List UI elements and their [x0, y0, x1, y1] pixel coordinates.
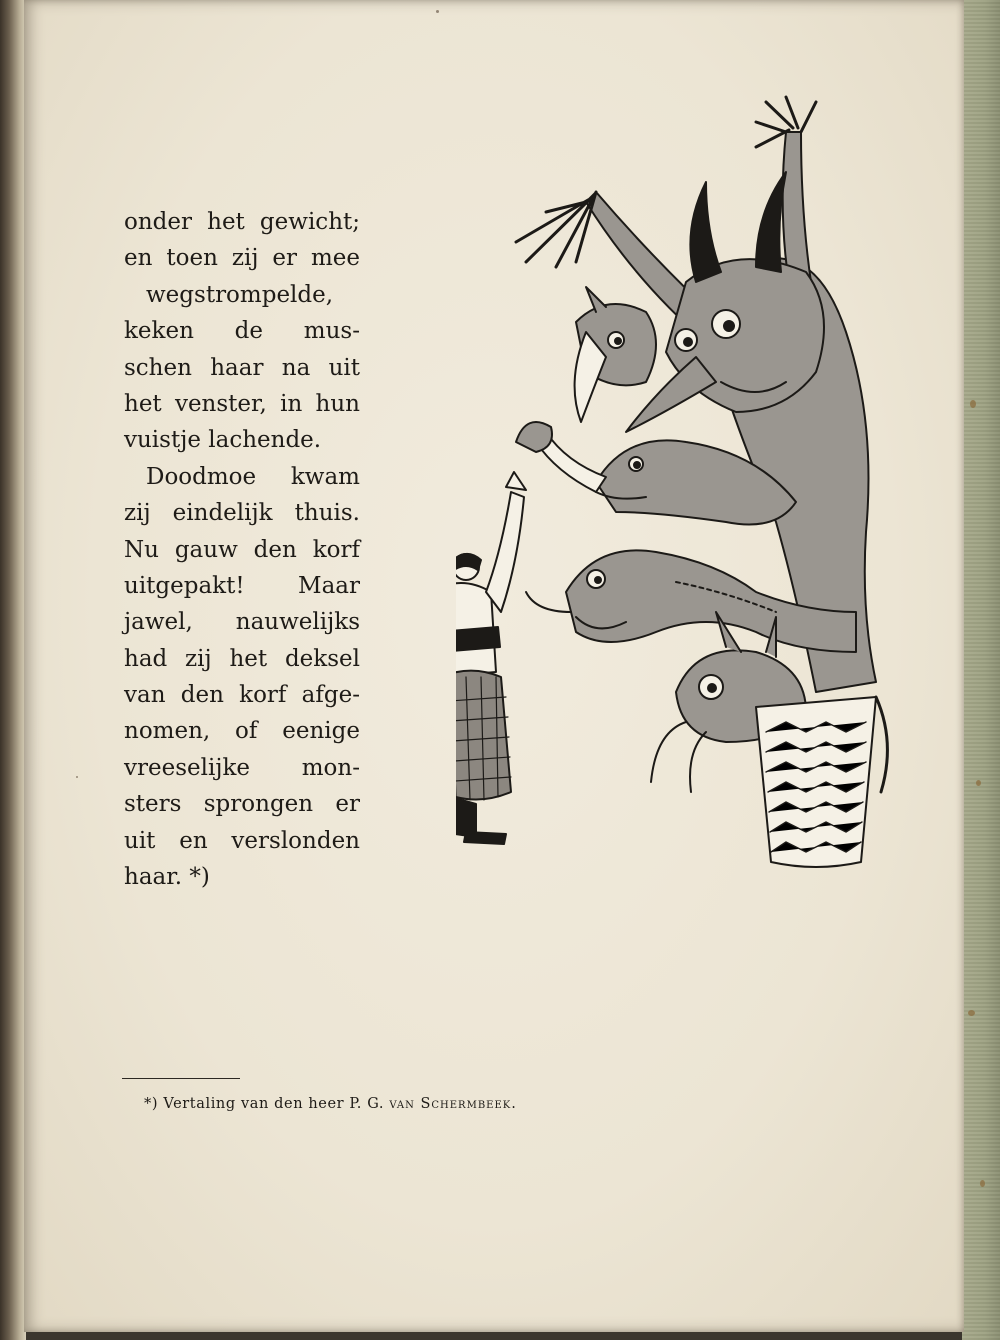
footnote-marker: *) [144, 1096, 159, 1112]
text-line: het venster, in hun [124, 390, 360, 417]
text-line: onder het gewicht; [124, 209, 360, 235]
text-line: nomen, of eenige [124, 718, 360, 745]
text-line: keken de mus- [124, 318, 360, 345]
footnote-author: van Schermbeek. [389, 1096, 517, 1112]
text-line: haar. *) [124, 864, 210, 891]
text-line: en toen zij er mee [124, 245, 360, 272]
text-line: uitgepakt! Maar [124, 572, 360, 599]
text-line: had zij het deksel [124, 645, 360, 672]
text-line: van den korf afge- [124, 682, 360, 709]
footnote-text: Vertaling van den heer P. G. [163, 1096, 385, 1112]
text-line: sters sprongen er [124, 791, 360, 818]
text-line: schen haar na uit [124, 354, 360, 381]
text-line: uit en verslonden [124, 827, 360, 854]
cloth-cover-edge [962, 0, 1000, 1340]
book-page [24, 0, 964, 1332]
text-line: Doodmoe kwam [146, 463, 360, 490]
text-line: Nu gauw den korf [124, 536, 360, 563]
text-line: vuistje lachende. [124, 427, 322, 454]
monsters-illustration [456, 92, 896, 882]
footnote-rule [122, 1078, 240, 1079]
page-gutter [0, 0, 26, 1340]
text-line: zij eindelijk thuis. [124, 500, 360, 527]
text-line: jawel, nauwelijks [124, 609, 360, 636]
body-text [124, 204, 360, 895]
text-line: wegstrompelde, [146, 281, 334, 308]
text-line: vreeselijke mon- [124, 754, 360, 781]
footnote [144, 1096, 517, 1112]
